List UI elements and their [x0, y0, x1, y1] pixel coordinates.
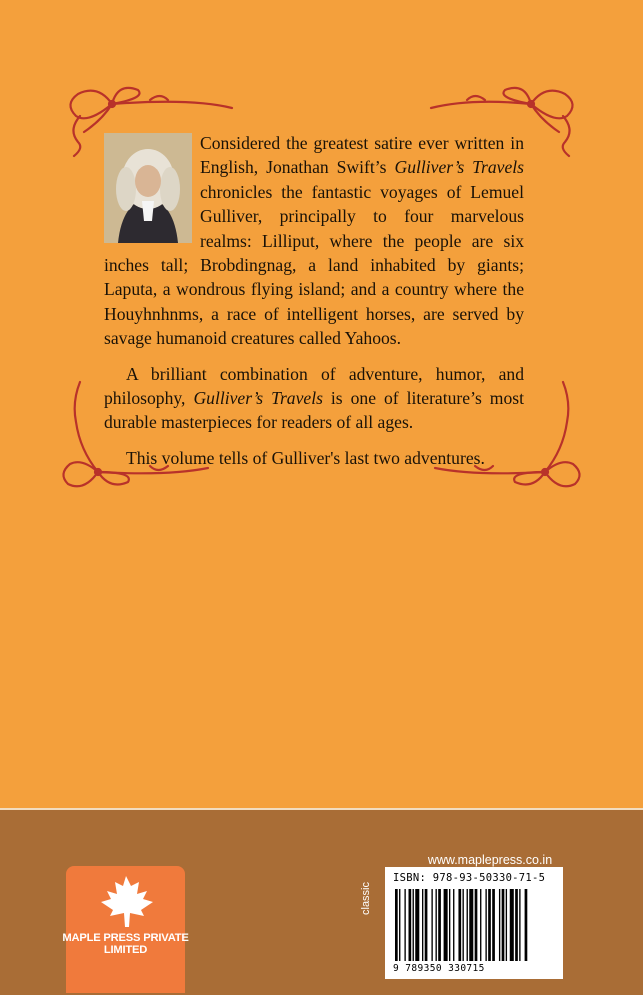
barcode-bar	[404, 889, 405, 961]
barcode-bar	[399, 889, 400, 961]
blurb-paragraph-1: Considered the greatest satire ever written in English, Jonathan Swift’s Gulliver’s Travels chronicles the fantastic voyages of Lemuel Gulliver, principally to four marvelous realms: Lilliput, where the people are six inches tall; Brobdingnag, a land inhabited by giants; Laputa, a wondrous flying island; and a country where the Houyhnhnms, a race of intelligent horses, are served by savage humanoid creatures called Yahoos.	[104, 133, 524, 349]
barcode-bar	[515, 889, 518, 961]
barcode-bar	[453, 889, 454, 961]
barcode-bar	[413, 889, 414, 961]
barcode-bar	[415, 889, 419, 961]
barcode-bar	[488, 889, 491, 961]
publisher-url[interactable]: www.maplepress.co.in	[427, 853, 553, 867]
isbn-label: ISBN: 978-93-50330-71-5	[393, 872, 546, 884]
publisher-name: MAPLE PRESS PRIVATE LIMITED	[62, 932, 189, 956]
publisher-logo	[66, 866, 185, 993]
book-title-italic: Gulliver’s Travels	[193, 388, 323, 409]
barcode-bar	[436, 889, 437, 961]
barcode-bar	[395, 889, 398, 961]
barcode-digits: 9 789350 330715	[393, 963, 485, 974]
maple-leaf-icon	[66, 866, 185, 936]
barcode-bar	[469, 889, 473, 961]
blurb-paragraph-3: This volume tells of Gulliver's last two adventures.	[126, 447, 485, 468]
barcode-bar	[492, 889, 495, 961]
barcode-bar	[480, 889, 481, 961]
barcode-bar	[409, 889, 412, 961]
cover-blurb	[104, 131, 524, 481]
barcode-bar	[525, 889, 528, 961]
barcode-bar	[431, 889, 432, 961]
book-title-italic: Gulliver’s Travels	[394, 157, 524, 178]
barcode-bar	[475, 889, 478, 961]
barcode-bar	[510, 889, 514, 961]
barcode-bar	[425, 889, 428, 961]
barcode-bar	[499, 889, 500, 961]
barcode-bar	[449, 889, 450, 961]
barcode-bar	[422, 889, 423, 961]
barcode-bar	[485, 889, 486, 961]
barcode-bar	[519, 889, 520, 961]
barcode-bar	[458, 889, 461, 961]
blurb-paragraph-2: A brilliant combination of adventure, humor, and philosophy, Gulliver’s Travels is one of literature’s most durable masterpieces for readers of all ages.	[104, 363, 525, 433]
barcode-bar	[502, 889, 505, 961]
barcode-bar	[444, 889, 448, 961]
barcode-bar	[467, 889, 468, 961]
barcode-bar	[463, 889, 464, 961]
category-label: classic	[360, 881, 372, 915]
barcode-bar	[438, 889, 441, 961]
barcode-bar	[506, 889, 507, 961]
